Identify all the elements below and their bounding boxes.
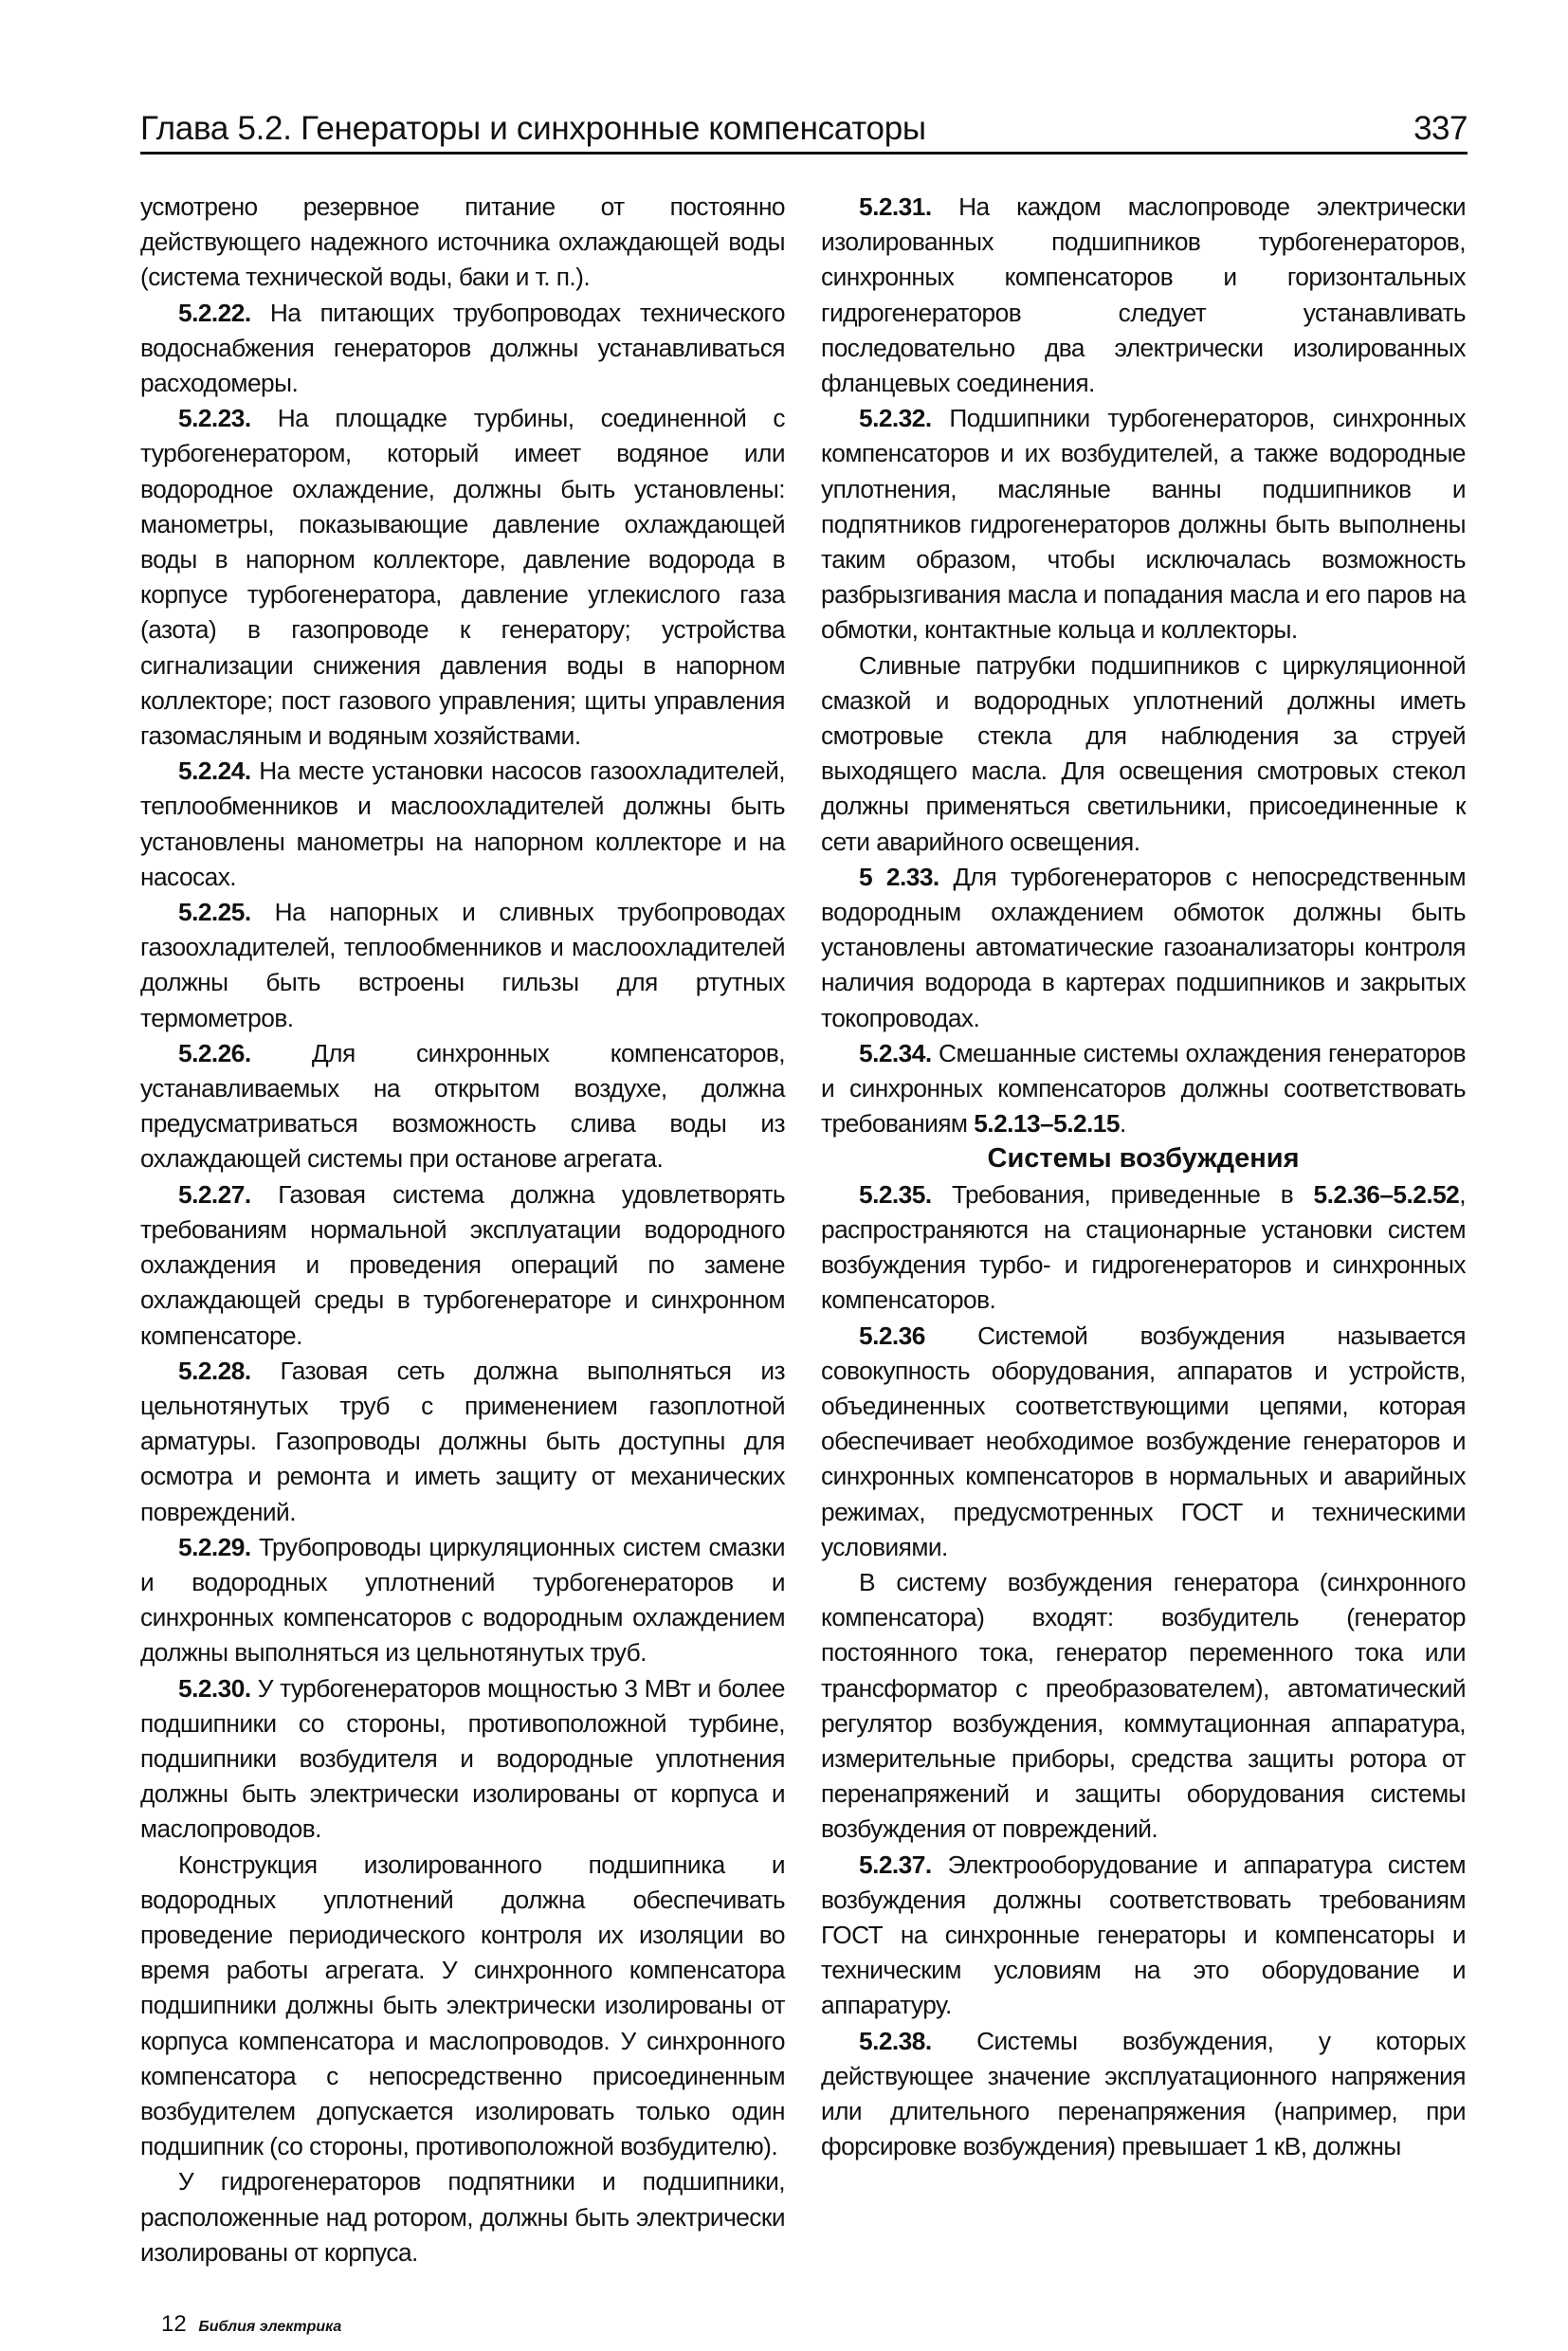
clause-5-2-36: 5.2.36 Системой возбуждения называется совокупность оборудования, аппаратов и устройств, объединенных соответствующими цепями, которая обеспечивает необходимое возбуждение генераторов и синхронных компенсаторов в нормальных и аварийных режимах, предусмотренных ГОСТ и техническими условиями.	[821, 1321, 1466, 1561]
right-column	[821, 190, 1466, 2164]
paragraph: В систему возбуждения генератора (синхронного компенсатора) входят: возбудитель (генератор постоянного тока, генератор переменного тока или трансформатор с преобразователем), автоматический регулятор возбуждения, коммутационная аппаратура, измерительные приборы, средства защиты ротора от перенапряжений и защиты оборудования системы возбуждения от повреждений.	[821, 1567, 1466, 1844]
clause-number: 5.2.24.	[178, 756, 251, 786]
clause-number: 5.2.26.	[178, 1038, 251, 1067]
clause-number: 5.2.22.	[178, 298, 251, 327]
clause-number: 5.2.35.	[859, 1179, 932, 1209]
clause-number: 5.2.32.	[859, 404, 932, 433]
page-header	[140, 106, 1468, 155]
page-footer	[161, 2311, 341, 2338]
clause-reference: 5.2.13–5.2.15	[974, 1109, 1120, 1139]
clause-5-2-32: 5.2.32. Подшипники турбогенераторов, синхронных компенсаторов и их возбудителей, а также водородные уплотнения, масляные ванны подшипников и подпятников гидрогенераторов должны быть выполнены таким образом, чтобы исключалась возможность разбрызгивания масла и попадания масла и его паров на обмотки, контактные кольца и коллекторы.	[821, 404, 1466, 645]
clause-5-2-34: 5.2.34. Смешанные системы охлаждения генераторов и синхронных компенсаторов должны соответствовать требованиям 5.2.13–5.2.15.	[821, 1038, 1466, 1139]
left-column	[140, 190, 785, 2270]
paragraph: Сливные патрубки подшипников с циркуляционной смазкой и водородных уплотнений должны иметь смотровые стекла для наблюдения за струей выходящего масла. Для освещения смотровых стекол должны применяться светильники, присоединенные к сети аварийного освещения.	[821, 650, 1466, 856]
clause-5-2-24: 5.2.24. На месте установки насосов газоохладителей, теплообменников и маслоохладителей должны быть установлены манометры на напорном коллекторе и на насосах.	[140, 756, 785, 891]
clause-5-2-30: 5.2.30. У турбогенераторов мощностью 3 МВт и более подшипники со стороны, противоположной турбине, подшипники возбудителя и водородные уплотнения должны быть электрически изолированы от корпуса и маслопроводов.	[140, 1673, 785, 1844]
clause-reference: 5.2.36–5.2.52	[1313, 1179, 1460, 1209]
section-heading: Системы возбуждения	[987, 1143, 1300, 1175]
clause-5-2-26: 5.2.26. Для синхронных компенсаторов, устанавливаемых на открытом воздухе, должна предусматриваться возможность слива воды из охлаждающей системы при останове агрегата.	[140, 1038, 785, 1174]
clause-5-2-25: 5.2.25. На напорных и сливных трубопроводах газоохладителей, теплообменников и маслоохладителей должны быть встроены гильзы для ртутных термометров.	[140, 898, 785, 1032]
clause-number: 5.2.23.	[178, 404, 251, 433]
sheet-number: 12	[161, 2311, 187, 2337]
clause-5-2-28: 5.2.28. Газовая сеть должна выполняться из цельнотянутых труб с применением газоплотной арматуры. Газопроводы должны быть доступны для осмотра и ремонта и иметь защиту от механических повреждений.	[140, 1356, 785, 1526]
clause-number: 5 2.33.	[859, 862, 939, 891]
clause-number: 5.2.37.	[859, 1850, 932, 1879]
clause-5-2-22: 5.2.22. На питающих трубопроводах технического водоснабжения генераторов должны устанавливаться расходомеры.	[140, 298, 785, 398]
clause-number: 5.2.27.	[178, 1179, 251, 1209]
clause-number: 5.2.29.	[178, 1532, 251, 1561]
paragraph: У гидрогенераторов подпятники и подшипники, расположенные над ротором, должны быть электрически изолированы от корпуса.	[140, 2167, 785, 2267]
clause-number: 5.2.36	[859, 1321, 925, 1350]
clause-number: 5.2.31.	[859, 192, 932, 221]
clause-5-2-37: 5.2.37. Электрооборудование и аппаратура систем возбуждения должны соответствовать требованиям ГОСТ на синхронные генераторы и компенсаторы и техническим условиям на это оборудование и аппаратуру.	[821, 1850, 1466, 2020]
clause-number: 5.2.38.	[859, 2026, 932, 2055]
clause-number: 5.2.25.	[178, 898, 251, 927]
paragraph: усмотрено резервное питание от постоянно действующего надежного источника охлаждающей воды (система технической воды, баки и т. п.).	[140, 192, 785, 292]
clause-5-2-23: 5.2.23. На площадке турбины, соединенной с турбогенератором, который имеет водяное или водородное охлаждение, должны быть установлены: манометры, показывающие давление охлаждающей воды в напорном коллекторе, давление водорода в корпусе турбогенератора, давление углекислого газа (азота) в газопроводе к генератору; устройства сигнализации снижения давления воды в напорном коллекторе; пост газового управления; щиты управления газомасляным и водяным хозяйствами.	[140, 404, 785, 751]
clause-5-2-33: 5 2.33. Для турбогенераторов с непосредственным водородным охлаждением обмоток должны быть установлены автоматические газоанализаторы контроля наличия водорода в картерах подшипников и закрытых токопроводах.	[821, 862, 1466, 1032]
clause-5-2-27: 5.2.27. Газовая система должна удовлетворять требованиям нормальной эксплуатации водородного охлаждения и проведения операций по замене охлаждающей среды в турбогенераторе и синхронном компенсаторе.	[140, 1179, 785, 1350]
clause-5-2-29: 5.2.29. Трубопроводы циркуляционных систем смазки и водородных уплотнений турбогенераторов и синхронных компенсаторов с водородным охлаждением должны выполняться из цельнотянутых труб.	[140, 1532, 785, 1668]
clause-number: 5.2.28.	[178, 1356, 251, 1385]
library-label: Библия электрика	[198, 2319, 342, 2335]
paragraph: Конструкция изолированного подшипника и водородных уплотнений должна обеспечивать проведение периодического контроля их изоляции во время работы агрегата. У синхронного компенсатора подшипники должны быть электрически изолированы от корпуса компенсатора и маслопроводов. У синхронного компенсатора с непосредственно присоединенным возбудителем допускается изолировать только один подшипник (со стороны, противоположной возбудителю).	[140, 1850, 785, 2161]
clause-5-2-35: 5.2.35. Требования, приведенные в 5.2.36–5.2.52, распространяются на стационарные установки систем возбуждения турбо- и гидрогенераторов и синхронных компенсаторов.	[821, 1179, 1466, 1315]
chapter-title: Глава 5.2. Генераторы и синхронные компенсаторы	[140, 110, 926, 147]
clause-5-2-31: 5.2.31. На каждом маслопроводе электрически изолированных подшипников турбогенераторов, синхронных компенсаторов и горизонтальных гидрогенераторов следует устанавливать последовательно два электрически изолированных фланцевых соединения.	[821, 192, 1466, 398]
clause-number: 5.2.34.	[859, 1038, 932, 1067]
clause-number: 5.2.30.	[178, 1673, 251, 1703]
page-number: 337	[1413, 110, 1468, 147]
clause-5-2-38: 5.2.38. Системы возбуждения, у которых действующее значение эксплуатационного напряжения или длительного перенапряжения (например, при форсировке возбуждения) превышает 1 кВ, должны	[821, 2026, 1466, 2161]
